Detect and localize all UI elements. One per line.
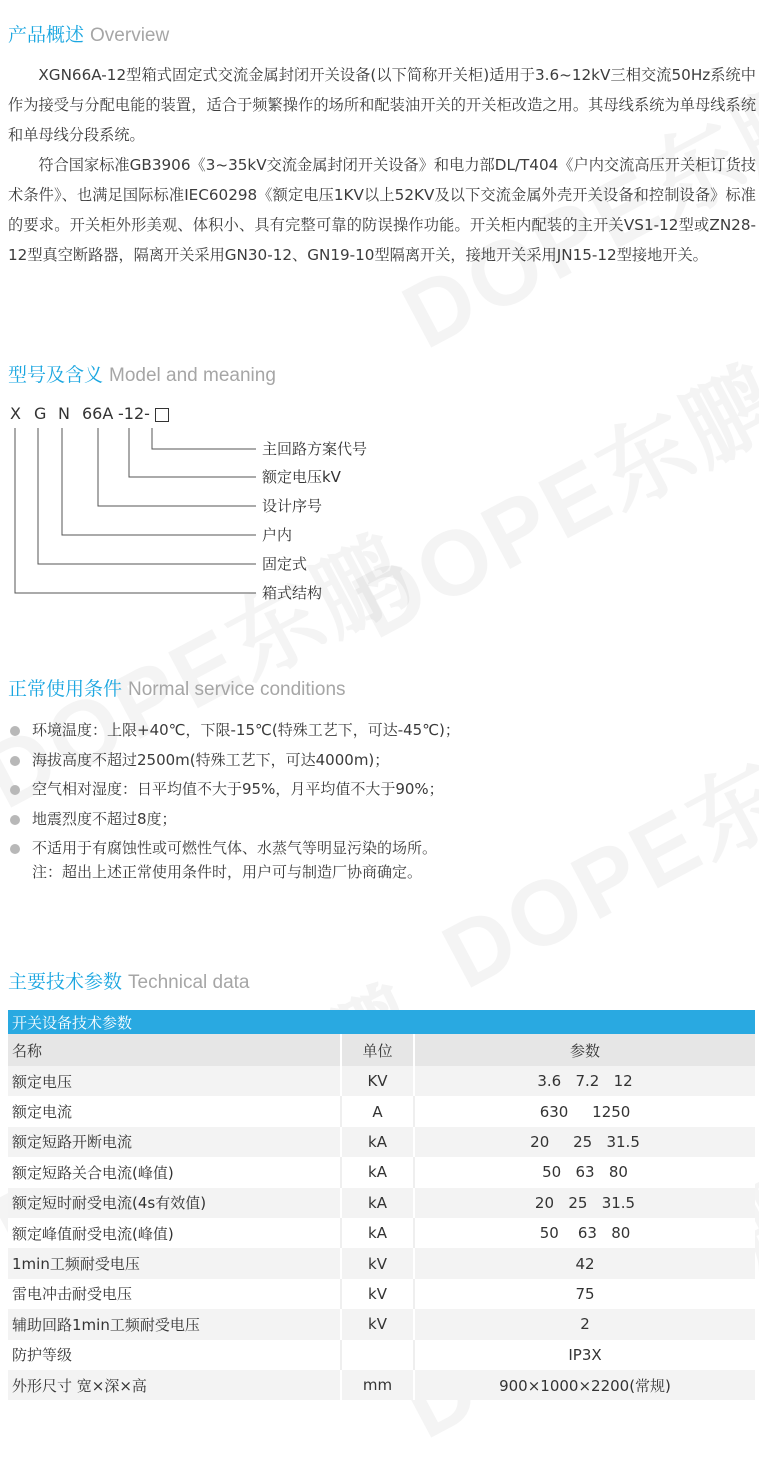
overview-heading (8, 23, 169, 48)
model-meaning-indoor: 户内 (262, 526, 293, 544)
row-unit: kA (341, 1218, 414, 1248)
model-title-en: Model and meaning (109, 365, 276, 386)
watermark (326, 328, 759, 665)
model-meaning-design-number: 设计序号 (262, 497, 323, 515)
row-value: 50 63 80 (414, 1157, 755, 1187)
model-code-g: G (34, 404, 47, 423)
row-unit (341, 1340, 414, 1370)
row-value: 900×1000×2200(常规) (414, 1370, 755, 1400)
condition-item (8, 746, 748, 776)
row-name: 雷电冲击耐受电压 (8, 1279, 341, 1309)
row-value: 20 25 31.5 (414, 1127, 755, 1157)
table-caption: 开关设备技术参数 (8, 1010, 755, 1034)
row-value: 630 1250 (414, 1096, 755, 1126)
row-name: 1min工频耐受电压 (8, 1248, 341, 1278)
table-row (8, 1066, 755, 1096)
row-unit: kA (341, 1188, 414, 1218)
model-meaning-scheme: 主回路方案代号 (262, 440, 368, 458)
row-name: 额定短路关合电流(峰值) (8, 1157, 341, 1187)
row-unit: kV (341, 1309, 414, 1339)
row-unit: kA (341, 1127, 414, 1157)
table-caption-row (8, 1010, 755, 1034)
conditions-heading (8, 677, 346, 702)
condition-item (8, 805, 748, 835)
bullet-dot-icon (10, 815, 20, 825)
table-row (8, 1340, 755, 1370)
technical-title-en: Technical data (128, 972, 250, 993)
table-row (8, 1370, 755, 1400)
row-name: 额定峰值耐受电流(峰值) (8, 1218, 341, 1248)
bullet-dot-icon (10, 756, 20, 766)
technical-table (8, 1010, 755, 1400)
row-unit: A (341, 1096, 414, 1126)
overview-paragraph-2: 符合国家标准GB3906《3~35kV交流金属封闭开关设备》和电力部DL/T404《户内交流高压开关柜订货技术条件》、也满足国际标准IEC60298《额定电压1KV以上52KV及以下交流金属外壳开关设备和控制设备》标准的要求。开关柜外形美观、体积小、具有完整可靠的防误操作功能。开关柜内配装的主开关VS1-12型或ZN28-12型真空断路器，隔离开关采用GN30-12、GN19-10型隔离开关，接地开关采用JN15-12型接地开关。 (8, 156, 756, 264)
model-title-cn: 型号及含义 (8, 364, 104, 386)
table-row (8, 1279, 755, 1309)
model-heading (8, 363, 276, 388)
condition-text: 不适用于有腐蚀性或可燃性气体、水蒸气等明显污染的场所。 (32, 839, 438, 857)
conditions-title-cn: 正常使用条件 (8, 678, 123, 700)
condition-text: 环境温度：上限+40℃，下限-15℃(特殊工艺下，可达-45℃)； (32, 721, 460, 739)
table-row (8, 1188, 755, 1218)
row-value: 42 (414, 1248, 755, 1278)
model-code-x: X (10, 404, 21, 423)
table-header-row (8, 1034, 755, 1066)
row-value: 3.6 7.2 12 (414, 1066, 755, 1096)
header-unit: 单位 (341, 1034, 414, 1066)
row-unit: mm (341, 1370, 414, 1400)
row-name: 额定短时耐受电流(4s有效值) (8, 1188, 341, 1218)
overview-title-en: Overview (90, 25, 170, 46)
row-name: 外形尺寸 宽×深×高 (8, 1370, 341, 1400)
conditions-list (8, 716, 748, 864)
row-unit: kA (341, 1157, 414, 1187)
model-meaning-fixed: 固定式 (262, 555, 308, 573)
row-unit: KV (341, 1066, 414, 1096)
model-meaning-voltage: 额定电压kV (262, 468, 341, 486)
row-value: 75 (414, 1279, 755, 1309)
model-leader-lines (0, 420, 300, 600)
header-value: 参数 (414, 1034, 755, 1066)
model-code-12: -12- (118, 404, 150, 423)
overview-title-cn: 产品概述 (8, 24, 85, 46)
row-name: 防护等级 (8, 1340, 341, 1370)
bullet-dot-icon (10, 844, 20, 854)
row-name: 辅助回路1min工频耐受电压 (8, 1309, 341, 1339)
row-unit: kV (341, 1248, 414, 1278)
condition-text: 空气相对湿度：日平均值不大于95%，月平均值不大于90%； (32, 780, 444, 798)
table-row (8, 1096, 755, 1126)
condition-item (8, 775, 748, 805)
table-row (8, 1157, 755, 1187)
conditions-title-en: Normal service conditions (128, 679, 346, 700)
row-value: 20 25 31.5 (414, 1188, 755, 1218)
table-row (8, 1248, 755, 1278)
model-meaning-box-type: 箱式结构 (262, 584, 323, 602)
row-name: 额定电压 (8, 1066, 341, 1096)
model-code-n: N (58, 404, 70, 423)
row-value: 50 63 80 (414, 1218, 755, 1248)
bullet-dot-icon (10, 785, 20, 795)
row-unit: kV (341, 1279, 414, 1309)
row-value: 2 (414, 1309, 755, 1339)
model-code-66a: 66A (82, 404, 114, 423)
table-row (8, 1309, 755, 1339)
condition-text: 地震烈度不超过8度； (32, 809, 177, 828)
table-row (8, 1127, 755, 1157)
condition-item (8, 716, 748, 746)
technical-heading (8, 970, 249, 995)
technical-title-cn: 主要技术参数 (8, 971, 123, 993)
header-name: 名称 (8, 1034, 341, 1066)
bullet-dot-icon (10, 726, 20, 736)
overview-paragraph-1: XGN66A-12型箱式固定式交流金属封闭开关设备(以下简称开关柜)适用于3.6~12kV三相交流50Hz系统中作为接受与分配电能的装置，适合于频繁操作的场所和配装油开关的开关柜改造之用。其母线系统为单母线系统和单母线分段系统。 (8, 66, 756, 144)
row-name: 额定电流 (8, 1096, 341, 1126)
row-name: 额定短路开断电流 (8, 1127, 341, 1157)
conditions-note: 注：超出上述正常使用条件时，用户可与制造厂协商确定。 (32, 863, 423, 881)
row-value: IP3X (414, 1340, 755, 1370)
condition-text: 海拔高度不超过2500m(特殊工艺下，可达4000m)； (32, 750, 390, 769)
table-row (8, 1218, 755, 1248)
